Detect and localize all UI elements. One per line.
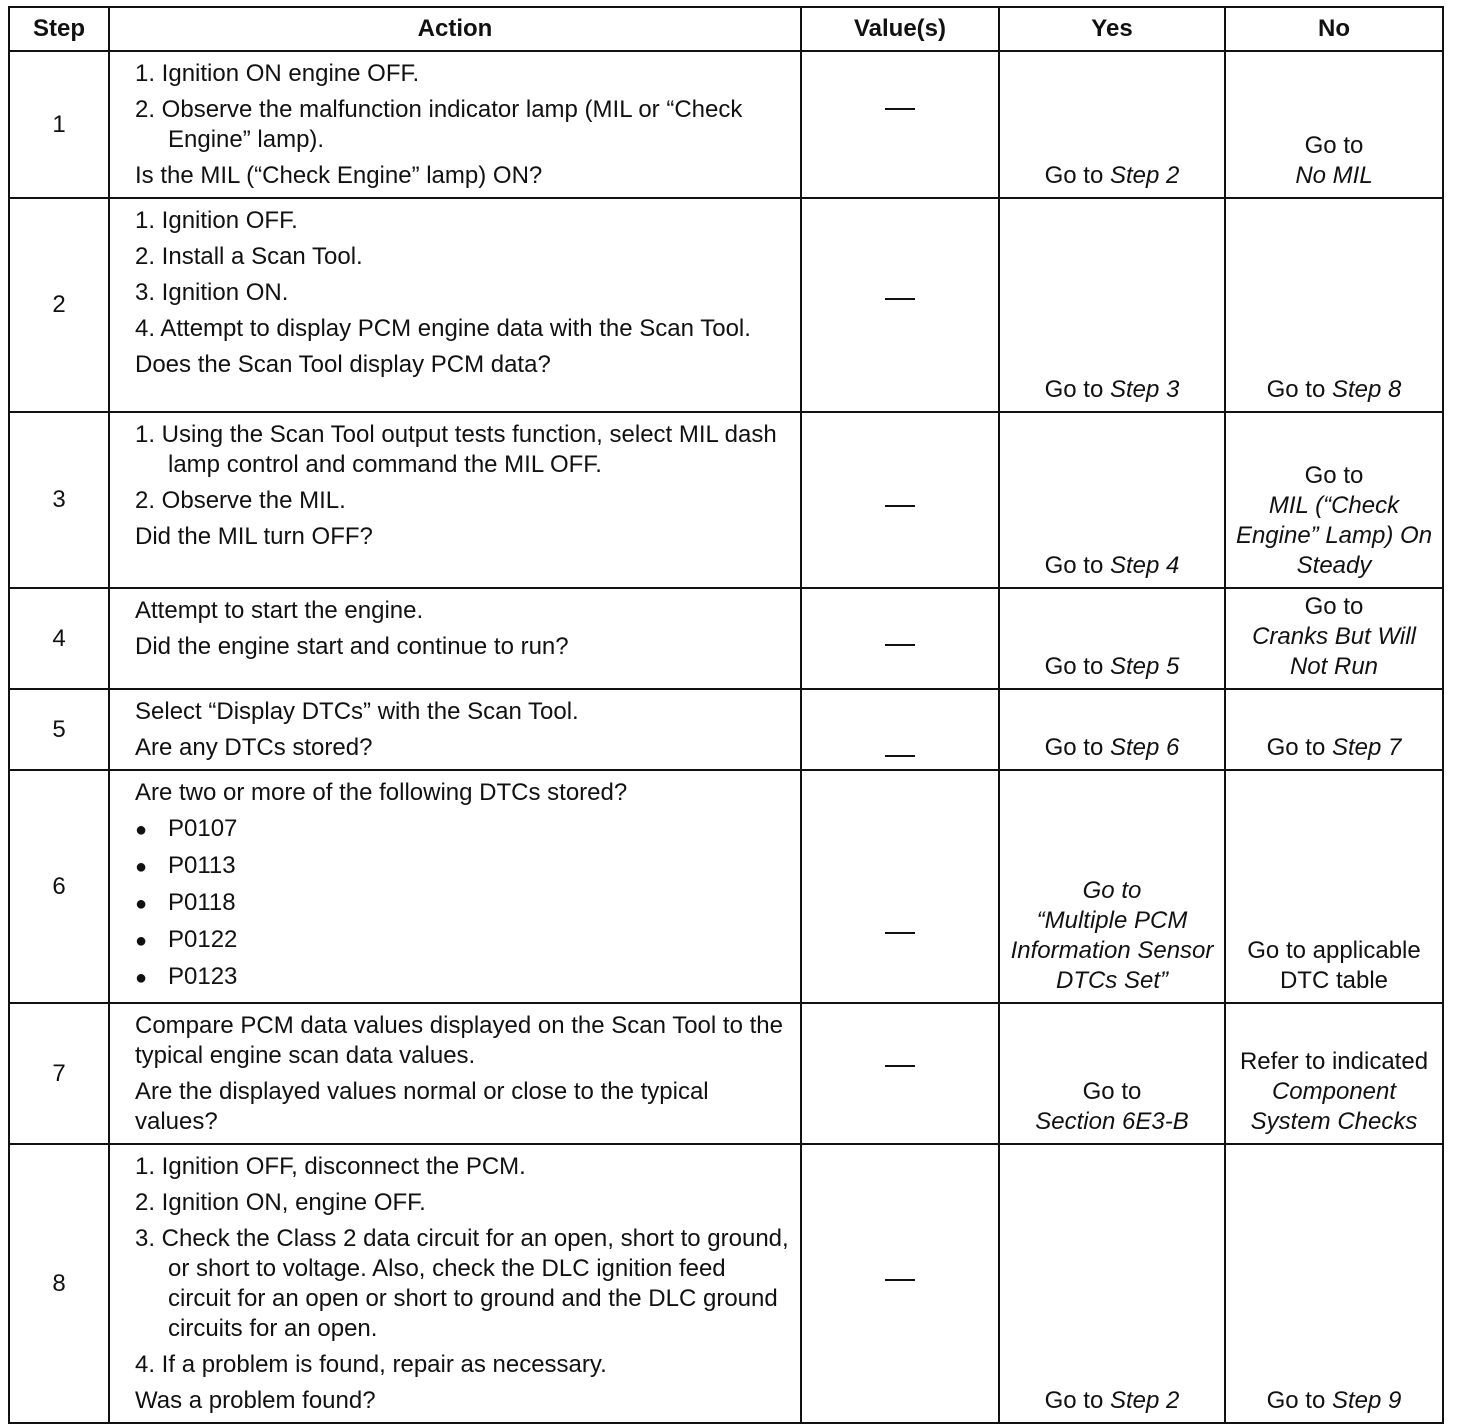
value-cell: [801, 198, 999, 412]
step-number: 8: [9, 1144, 109, 1423]
action-cell: [109, 588, 801, 689]
no-cell: [1225, 412, 1443, 588]
table-header-row: [9, 7, 1443, 51]
table-row: [9, 51, 1443, 198]
no-cell-lead: Go to: [1304, 132, 1364, 159]
header-no: No: [1225, 7, 1443, 51]
dtc-bullet-item: ● P0107: [135, 814, 790, 845]
yes-cell-lead: Go to: [1044, 552, 1104, 579]
yes-cell-lead: Go to: [1082, 877, 1142, 904]
no-cell-lead: Go to applicable DTC table: [1247, 937, 1421, 994]
action-question: Compare PCM data values displayed on the Scan Tool to the typical engine scan data values.: [135, 1012, 783, 1069]
no-cell: [1225, 198, 1443, 412]
yes-cell: [999, 770, 1225, 1003]
step-number: 5: [9, 689, 109, 770]
header-action: Action: [109, 7, 801, 51]
table-row: [9, 1003, 1443, 1144]
yes-cell-ref: “Multiple PCM Information Sensor DTCs Set”: [1010, 907, 1214, 994]
action-question: Does the Scan Tool display PCM data?: [135, 351, 551, 378]
value-cell: [801, 412, 999, 588]
dtc-bullet-item: ● P0113: [135, 851, 790, 882]
no-cell: [1225, 588, 1443, 689]
value-cell: [801, 770, 999, 1003]
action-step-item: 3. Ignition ON.: [135, 279, 289, 306]
yes-cell: [999, 51, 1225, 198]
action-step-item: 2. Ignition ON, engine OFF.: [135, 1189, 426, 1216]
action-step-item: 2. Install a Scan Tool.: [135, 243, 363, 270]
step-number: 2: [9, 198, 109, 412]
action-cell: [109, 689, 801, 770]
dtc-bullet-item: ● P0122: [135, 925, 790, 956]
value-cell: [801, 689, 999, 770]
yes-cell-lead: Go to: [1044, 162, 1104, 189]
yes-cell-lead: Go to: [1044, 376, 1104, 403]
action-step-item: 3. Check the Class 2 data circuit for an open, short to ground, or short to voltage. Also, check the DLC ignition feed circuit for an open or short to ground and the DLC ground circuits for an open.: [135, 1225, 789, 1342]
step-number: 6: [9, 770, 109, 1003]
value-dash: [885, 505, 915, 507]
no-cell: [1225, 689, 1443, 770]
value-cell: [801, 51, 999, 198]
table-row: [9, 770, 1443, 1003]
value-dash: [885, 298, 915, 300]
action-question: Select “Display DTCs” with the Scan Tool.: [135, 698, 579, 725]
no-cell: [1225, 1144, 1443, 1423]
yes-cell-lead: Go to: [1044, 734, 1104, 761]
action-step-item: 4. Attempt to display PCM engine data with the Scan Tool.: [135, 315, 751, 342]
yes-cell-ref: Step 3: [1109, 376, 1180, 403]
action-step-item: 2. Observe the malfunction indicator lamp (MIL or “Check Engine” lamp).: [135, 96, 743, 153]
action-step-item: 1. Ignition OFF.: [135, 207, 298, 234]
yes-cell-lead: Go to: [1082, 1078, 1142, 1105]
action-step-item: 2. Observe the MIL.: [135, 487, 346, 514]
action-question: Attempt to start the engine.: [135, 597, 424, 624]
table-row: [9, 689, 1443, 770]
no-cell-ref: Cranks But Will Not Run: [1252, 623, 1416, 680]
no-cell-lead: Go to: [1266, 1387, 1326, 1414]
value-cell: [801, 1144, 999, 1423]
header-yes: Yes: [999, 7, 1225, 51]
value-cell: [801, 588, 999, 689]
no-cell-lead: Go to: [1304, 462, 1364, 489]
action-question: Did the engine start and continue to run?: [135, 633, 569, 660]
step-number: 3: [9, 412, 109, 588]
header-values: Value(s): [801, 7, 999, 51]
no-cell-lead: Refer to indicated: [1239, 1048, 1429, 1075]
no-cell: [1225, 51, 1443, 198]
no-cell-ref: MIL (“Check Engine” Lamp) On Steady: [1235, 492, 1433, 579]
no-cell-lead: Go to: [1266, 734, 1326, 761]
value-dash: [885, 644, 915, 646]
action-cell: [109, 412, 801, 588]
action-cell: [109, 770, 801, 1003]
no-cell-ref: Step 8: [1331, 376, 1402, 403]
no-cell: [1225, 1003, 1443, 1144]
dtc-bullet-item: ● P0123: [135, 962, 790, 993]
value-dash: [885, 108, 915, 110]
value-dash: [885, 932, 915, 934]
yes-cell-ref: Section 6E3-B: [1035, 1108, 1189, 1135]
action-question: Are the displayed values normal or close to the typical values?: [135, 1078, 709, 1135]
table-row: [9, 588, 1443, 689]
no-cell-ref: Step 7: [1331, 734, 1402, 761]
step-number: 7: [9, 1003, 109, 1144]
step-number: 1: [9, 51, 109, 198]
yes-cell: [999, 689, 1225, 770]
value-dash: [885, 1279, 915, 1281]
no-cell-ref: No MIL: [1295, 162, 1373, 189]
no-cell-ref: Step 9: [1331, 1387, 1402, 1414]
no-cell-lead: Go to: [1304, 593, 1364, 620]
header-step: Step: [9, 7, 109, 51]
table-row: [9, 1144, 1443, 1423]
action-cell: [109, 1003, 801, 1144]
dtc-bullet-item: ● P0118: [135, 888, 790, 919]
yes-cell: [999, 412, 1225, 588]
no-cell: [1225, 770, 1443, 1003]
no-cell-ref: Component System Checks: [1250, 1078, 1418, 1135]
yes-cell: [999, 198, 1225, 412]
action-question: Was a problem found?: [135, 1387, 376, 1414]
value-cell: [801, 1003, 999, 1144]
action-question: Is the MIL (“Check Engine” lamp) ON?: [135, 162, 543, 189]
table-body: [9, 51, 1443, 1423]
no-cell-lead: Go to: [1266, 376, 1326, 403]
value-dash: [885, 755, 915, 757]
action-cell: [109, 1144, 801, 1423]
action-question: Are any DTCs stored?: [135, 734, 373, 761]
action-step-item: 1. Ignition ON engine OFF.: [135, 60, 420, 87]
diagnostic-table: [8, 6, 1444, 1424]
yes-cell-lead: Go to: [1044, 1387, 1104, 1414]
action-question: Are two or more of the following DTCs stored?: [135, 779, 628, 806]
yes-cell: [999, 588, 1225, 689]
step-number: 4: [9, 588, 109, 689]
yes-cell-ref: Step 5: [1109, 653, 1180, 680]
action-step-item: 1. Ignition OFF, disconnect the PCM.: [135, 1153, 526, 1180]
action-step-item: 4. If a problem is found, repair as necessary.: [135, 1351, 607, 1378]
yes-cell-ref: Step 6: [1109, 734, 1180, 761]
table-row: [9, 198, 1443, 412]
value-dash: [885, 1065, 915, 1067]
table-row: [9, 412, 1443, 588]
action-question: Did the MIL turn OFF?: [135, 523, 373, 550]
action-step-item: 1. Using the Scan Tool output tests function, select MIL dash lamp control and command the MIL OFF.: [135, 421, 777, 478]
yes-cell: [999, 1144, 1225, 1423]
action-cell: [109, 198, 801, 412]
yes-cell-lead: Go to: [1044, 653, 1104, 680]
yes-cell: [999, 1003, 1225, 1144]
yes-cell-ref: Step 4: [1109, 552, 1180, 579]
action-cell: [109, 51, 801, 198]
yes-cell-ref: Step 2: [1109, 1387, 1180, 1414]
yes-cell-ref: Step 2: [1109, 162, 1180, 189]
